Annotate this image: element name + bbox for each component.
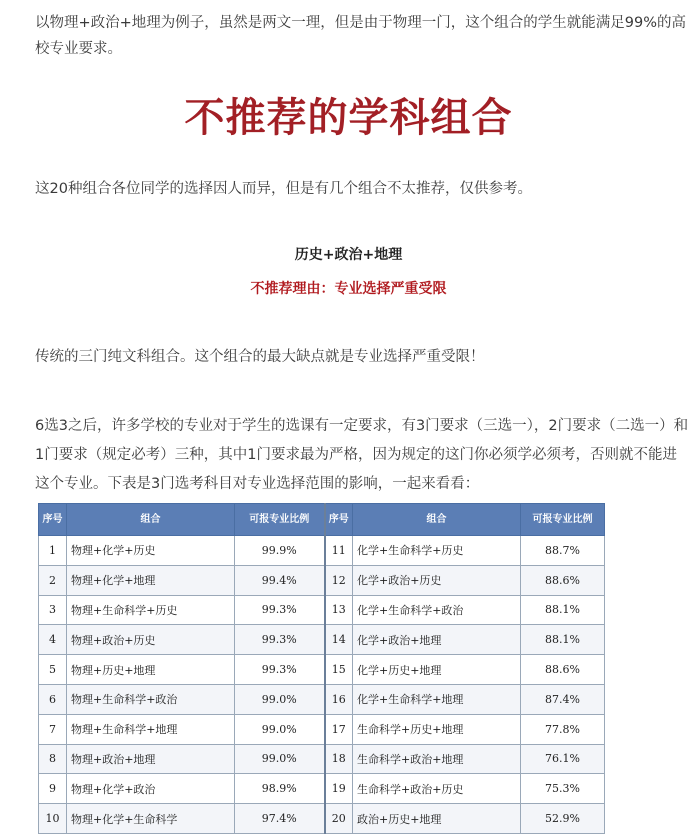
row-combination: 生命科学+政治+历史 [353,774,521,804]
row-number: 16 [325,684,353,714]
row-ratio: 99.0% [235,744,325,774]
row-ratio: 99.9% [235,536,325,566]
table-header-row [39,504,605,536]
row-number: 18 [325,744,353,774]
table-row [39,625,605,655]
row-combination: 物理+化学+政治 [67,774,235,804]
row-number: 6 [39,684,67,714]
row-number: 13 [325,595,353,625]
combo-title: 历史+政治+地理 [294,247,403,263]
row-number: 17 [325,714,353,744]
row-ratio: 75.3% [521,774,605,804]
row-combination: 生命科学+历史+地理 [353,714,521,744]
row-ratio: 76.1% [521,744,605,774]
header-combo: 组合 [353,504,521,536]
row-ratio: 98.9% [235,774,325,804]
row-ratio: 99.0% [235,714,325,744]
row-combination: 物理+化学+地理 [67,565,235,595]
row-combination: 化学+生命科学+历史 [353,536,521,566]
row-number: 10 [39,804,67,834]
row-number: 14 [325,625,353,655]
requirements-paragraph: 6选3之后，许多学校的专业对于学生的选课有一定要求，有3门要求（三选一），2门要求（二选一）和1门要求（规定必考）三种，其中1门要求最为严格，因为规定的这门你必须学必须考，否则就不能进这个专业。下表是3门选考科目对专业选择范围的影响，一起来看看： [35,418,689,492]
row-ratio: 99.3% [235,595,325,625]
intro-paragraph: 以物理+政治+地理为例子，虽然是两文一理，但是由于物理一门，这个组合的学生就能满足99%的高校专业要求。 [35,15,687,57]
table-row [39,684,605,714]
row-number: 1 [39,536,67,566]
row-ratio: 88.7% [521,536,605,566]
row-combination: 物理+生命科学+政治 [67,684,235,714]
row-number: 2 [39,565,67,595]
row-ratio: 97.4% [235,804,325,834]
row-number: 7 [39,714,67,744]
row-combination: 物理+生命科学+历史 [67,595,235,625]
row-combination: 生命科学+政治+地理 [353,744,521,774]
row-ratio: 88.1% [521,625,605,655]
row-number: 9 [39,774,67,804]
row-ratio: 99.3% [235,625,325,655]
row-ratio: 88.6% [521,565,605,595]
table-row [39,714,605,744]
row-combination: 物理+历史+地理 [67,655,235,685]
row-combination: 物理+化学+生命科学 [67,804,235,834]
row-ratio: 52.9% [521,804,605,834]
row-ratio: 99.3% [235,655,325,685]
row-combination: 物理+政治+历史 [67,625,235,655]
row-ratio: 99.4% [235,565,325,595]
header-ratio: 可报专业比例 [521,504,605,536]
table-row [39,655,605,685]
row-number: 11 [325,536,353,566]
row-ratio: 88.6% [521,655,605,685]
header-combo: 组合 [67,504,235,536]
combination-table [38,503,605,834]
row-number: 19 [325,774,353,804]
row-combination: 物理+化学+历史 [67,536,235,566]
row-number: 3 [39,595,67,625]
row-combination: 化学+历史+地理 [353,655,521,685]
row-combination: 化学+生命科学+地理 [353,684,521,714]
row-combination: 政治+历史+地理 [353,804,521,834]
row-combination: 物理+政治+地理 [67,744,235,774]
row-number: 5 [39,655,67,685]
section-heading: 不推荐的学科组合 [184,94,513,141]
table-row [39,565,605,595]
combination-table-image [38,503,604,833]
row-combination: 化学+生命科学+政治 [353,595,521,625]
table-row [39,536,605,566]
row-ratio: 88.1% [521,595,605,625]
table-row [39,774,605,804]
row-number: 20 [325,804,353,834]
row-combination: 物理+生命科学+地理 [67,714,235,744]
row-combination: 化学+政治+地理 [353,625,521,655]
combo-description: 传统的三门纯文科组合。这个组合的最大缺点就是专业选择严重受限！ [35,349,485,365]
row-number: 15 [325,655,353,685]
row-number: 12 [325,565,353,595]
table-row [39,804,605,834]
combo-reason: 不推荐理由：专业选择严重受限 [250,281,447,297]
row-ratio: 77.8% [521,714,605,744]
header-ratio: 可报专业比例 [235,504,325,536]
row-number: 8 [39,744,67,774]
header-seq: 序号 [325,504,353,536]
row-number: 4 [39,625,67,655]
header-seq: 序号 [39,504,67,536]
row-combination: 化学+政治+历史 [353,565,521,595]
table-row [39,744,605,774]
table-row [39,595,605,625]
row-ratio: 99.0% [235,684,325,714]
note-paragraph: 这20种组合各位同学的选择因人而异，但是有几个组合不太推荐，仅供参考。 [35,181,532,197]
row-ratio: 87.4% [521,684,605,714]
